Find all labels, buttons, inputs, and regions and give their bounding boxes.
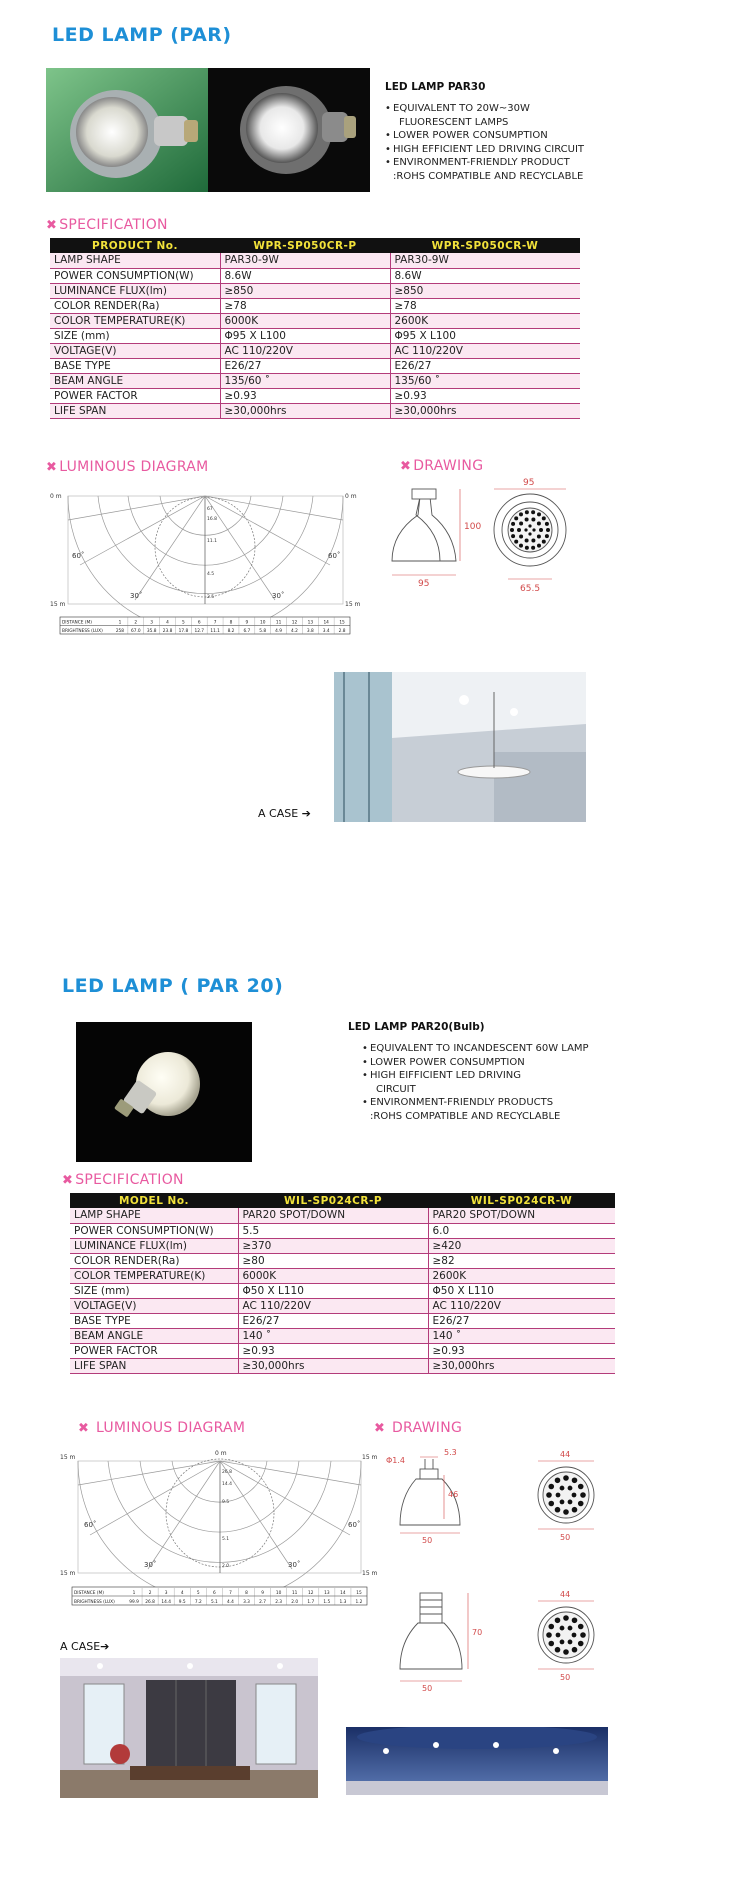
spec-label: BASE TYPE [70, 1313, 238, 1328]
spec-value: ≥0.93 [390, 388, 580, 403]
spec-value: ≥0.93 [238, 1343, 428, 1358]
brightness-value: 3.3 [243, 1600, 250, 1605]
cross-icon: ✖ [62, 1173, 74, 1188]
case-label-par30: A CASE ➔ [258, 807, 311, 820]
spec-value: ≥78 [220, 298, 390, 313]
spec-header: MODEL No. [70, 1193, 238, 1208]
diagram-label: 15 m [60, 1454, 76, 1461]
brightness-value: 6.7 [243, 629, 251, 634]
feature-item: • LOWER POWER CONSUMPTION [385, 129, 685, 143]
spec-value: Φ95 X L100 [220, 328, 390, 343]
distance-value: 9 [245, 620, 249, 626]
spec-value: ≥30,000hrs [428, 1358, 615, 1373]
distance-value: 3 [164, 1591, 168, 1596]
spec-row [70, 1283, 615, 1298]
spec-value: 140 ˚ [428, 1328, 615, 1343]
feature-item: • EQUIVALENT TO INCANDESCENT 60W LAMP [362, 1042, 682, 1056]
arrow-right-icon: ➔ [301, 807, 311, 820]
distance-value: 8 [229, 620, 233, 626]
spec-label: POWER FACTOR [70, 1343, 238, 1358]
spec-label: LIFE SPAN [70, 1358, 238, 1373]
spec-header: WIL-SP024CR-P [238, 1193, 428, 1208]
spec-value: ≥0.93 [220, 388, 390, 403]
spec-heading-par: ✖ SPECIFICATION [46, 217, 168, 233]
distance-value: 14 [323, 620, 329, 626]
brightness-value: 4.9 [275, 629, 283, 634]
feature-item: • LOWER POWER CONSUMPTION [362, 1056, 682, 1070]
spec-value: E26/27 [220, 358, 390, 373]
spec-value: ≥30,000hrs [238, 1358, 428, 1373]
spec-label: BEAM ANGLE [50, 373, 220, 388]
cross-icon: ✖ [78, 1421, 90, 1436]
diagram-label: 0 m [215, 1450, 227, 1457]
spec-value: ≥370 [238, 1238, 428, 1253]
spec-value: E26/27 [238, 1313, 428, 1328]
spec-value: 6000K [220, 313, 390, 328]
cross-icon: ✖ [46, 218, 58, 233]
center-value: 11.1 [207, 539, 218, 544]
spec-value: PAR30-9W [390, 253, 580, 268]
distance-value: 15 [339, 620, 345, 626]
diagram-label: 15 m [345, 601, 360, 608]
brightness-value: 1.3 [339, 1600, 347, 1605]
distance-value: 6 [197, 620, 201, 626]
spec-label: BASE TYPE [50, 358, 220, 373]
brightness-value: 258 [115, 629, 125, 634]
spec-value: PAR20 SPOT/DOWN [238, 1208, 428, 1223]
drawing-par30 [380, 475, 580, 595]
brightness-value: 67.0 [131, 629, 141, 634]
spec-value: 6000K [238, 1268, 428, 1283]
feature-list-par20 [362, 1042, 682, 1123]
distance-value: 11 [275, 620, 282, 626]
angle-label: 30˚ [144, 1561, 157, 1569]
distance-value: 12 [291, 620, 298, 626]
spec-label: POWER CONSUMPTION(W) [70, 1223, 238, 1238]
distance-value: 10 [259, 620, 266, 626]
center-value: 16.8 [207, 517, 218, 522]
distance-value: 12 [308, 1591, 314, 1596]
angle-label: 60˚ [84, 1521, 97, 1529]
brightness-value: 2.8 [338, 629, 346, 634]
center-value: 67 [207, 507, 213, 512]
diagram-label: 0 m [345, 493, 357, 500]
product-name-par20: LED LAMP PAR20(Bulb) [348, 1021, 485, 1033]
brightness-value: 2.7 [259, 1600, 266, 1605]
feature-item: • EQUIVALENT TO 20W~30W FLUORESCENT LAMPS [385, 102, 685, 129]
distance-value: 5 [182, 620, 185, 626]
spec-label: LUMINANCE FLUX(lm) [70, 1238, 238, 1253]
luminous-heading-par20: ✖ LUMINOUS DIAGRAM [78, 1420, 246, 1436]
spec-row [50, 253, 580, 268]
distance-value: 10 [275, 1591, 282, 1596]
spec-row [70, 1298, 615, 1313]
angle-label: 60˚ [348, 1521, 361, 1529]
spec-row [70, 1328, 615, 1343]
spec-row [70, 1358, 615, 1373]
spec-value: AC 110/220V [428, 1298, 615, 1313]
angle-label: 30˚ [288, 1561, 301, 1569]
spec-row [50, 343, 580, 358]
distance-value: 1 [132, 1591, 136, 1596]
center-value: 2.5 [207, 595, 215, 600]
spec-label: POWER FACTOR [50, 388, 220, 403]
brightness-value: 3.8 [306, 629, 314, 634]
spec-header: WPR-SP050CR-P [220, 238, 390, 253]
spec-value: 2600K [390, 313, 580, 328]
spec-row [50, 298, 580, 313]
drawing-par20 [380, 1445, 620, 1705]
spec-value: 5.5 [238, 1223, 428, 1238]
spec-value: Φ95 X L100 [390, 328, 580, 343]
spec-label: LIFE SPAN [50, 403, 220, 418]
brightness-value: 7.2 [194, 1600, 202, 1605]
distance-value: 9 [261, 1591, 264, 1596]
arrow-right-icon: ➔ [100, 1640, 110, 1653]
spec-value: ≥80 [238, 1253, 428, 1268]
angle-label: 30˚ [272, 592, 285, 600]
center-value: 26.8 [222, 1470, 233, 1475]
cross-icon: ✖ [400, 459, 412, 474]
spec-row [50, 268, 580, 283]
brightness-label: BRIGHTNESS (LUX) [62, 629, 103, 634]
spec-value: 140 ˚ [238, 1328, 428, 1343]
dim-front-bottom: 50 [560, 1533, 571, 1542]
brightness-value: 5.1 [210, 1600, 218, 1605]
spec-value: Φ50 X L110 [238, 1283, 428, 1298]
spec-label: VOLTAGE(V) [50, 343, 220, 358]
brightness-value: 4.4 [227, 1600, 234, 1605]
center-value: 14.4 [222, 1482, 233, 1487]
product-photo-par20 [76, 1022, 252, 1162]
spec-value: PAR30-9W [220, 253, 390, 268]
drawing-heading-par20: ✖ DRAWING [374, 1420, 463, 1436]
dim-top-diameter: 95 [523, 478, 535, 488]
luminous-heading-par: ✖ LUMINOUS DIAGRAM [46, 459, 209, 475]
product-name-par30: LED LAMP PAR30 [385, 81, 486, 93]
center-value: 9.5 [222, 1500, 230, 1505]
spec-table-par20 [70, 1193, 615, 1374]
spec-row [70, 1343, 615, 1358]
dim-top: 5.3 [444, 1448, 457, 1457]
spec-row [50, 313, 580, 328]
distance-value: 5 [196, 1591, 200, 1596]
drawing-heading-par: ✖ DRAWING [400, 458, 484, 474]
spec-value: Φ50 X L110 [428, 1283, 615, 1298]
brightness-value: 9.5 [178, 1600, 186, 1605]
spec-value: 8.6W [220, 268, 390, 283]
spec-value: PAR20 SPOT/DOWN [428, 1208, 615, 1223]
brightness-value: 12.7 [194, 629, 205, 634]
spec-value: ≥30,000hrs [390, 403, 580, 418]
section-title-par20: LED LAMP ( PAR 20) [62, 975, 284, 997]
angle-label: 60˚ [72, 552, 85, 560]
spec-row [50, 358, 580, 373]
spec-label: LUMINANCE FLUX(lm) [50, 283, 220, 298]
distance-value: 8 [245, 1591, 248, 1596]
spec-label: POWER CONSUMPTION(W) [50, 268, 220, 283]
diagram-label: 15 m [50, 601, 66, 608]
feature-list-par30 [385, 102, 685, 183]
spec-value: AC 110/220V [390, 343, 580, 358]
spec-heading-par20: ✖ SPECIFICATION [62, 1172, 184, 1188]
spec-value: ≥0.93 [428, 1343, 615, 1358]
case-photo-par20-room [60, 1658, 318, 1798]
section-title-par: LED LAMP (PAR) [52, 24, 232, 46]
brightness-value: 8.2 [227, 629, 235, 634]
luminous-diagram-par20 [60, 1445, 380, 1607]
angle-label: 60˚ [328, 552, 341, 560]
brightness-value: 1.2 [355, 1600, 363, 1605]
brightness-value: 1.7 [307, 1600, 315, 1605]
dim-width-small: 50 [422, 1536, 433, 1545]
distance-value: 3 [150, 620, 154, 626]
spec-row [50, 373, 580, 388]
spec-row [50, 403, 580, 418]
brightness-value: 3.4 [322, 629, 330, 634]
spec-label: COLOR RENDER(Ra) [70, 1253, 238, 1268]
brightness-value: 2.3 [275, 1600, 283, 1605]
spec-label: SIZE (mm) [70, 1283, 238, 1298]
feature-item: • HIGH EIFFICIENT LED DRIVING CIRCUIT [362, 1069, 682, 1096]
brightness-value: 99.9 [129, 1600, 139, 1605]
spec-header: WIL-SP024CR-W [428, 1193, 615, 1208]
spec-label: SIZE (mm) [50, 328, 220, 343]
feature-item: • ENVIRONMENT-FRIENDLY PRODUCT :ROHS COMPATIBLE AND RECYCLABLE [385, 156, 685, 183]
spec-value: ≥420 [428, 1238, 615, 1253]
diagram-label: 15 m [362, 1570, 378, 1577]
brightness-value: 14.4 [161, 1600, 171, 1605]
distance-value: 6 [212, 1591, 216, 1596]
spec-label: COLOR TEMPERATURE(K) [50, 313, 220, 328]
distance-value: 13 [307, 620, 314, 626]
spec-label: LAMP SHAPE [70, 1208, 238, 1223]
spec-value: ≥82 [428, 1253, 615, 1268]
spec-row [70, 1313, 615, 1328]
distance-value: 13 [324, 1591, 330, 1596]
case-label-par20: A CASE➔ [60, 1640, 110, 1653]
spec-row [70, 1223, 615, 1238]
distance-value: 11 [291, 1591, 298, 1596]
distance-value: 15 [356, 1591, 362, 1596]
brightness-value: 35.8 [146, 629, 157, 634]
spec-value: ≥78 [390, 298, 580, 313]
spec-row [70, 1208, 615, 1223]
dim-width: 95 [418, 579, 430, 589]
brightness-value: 1.5 [323, 1600, 331, 1605]
spec-header: WPR-SP050CR-W [390, 238, 580, 253]
spec-row [70, 1268, 615, 1283]
spec-label: VOLTAGE(V) [70, 1298, 238, 1313]
diagram-label: 0 m [50, 493, 62, 500]
dim-height-big: 70 [472, 1628, 483, 1637]
distance-value: 7 [213, 620, 217, 626]
distance-label: DISTANCE (M) [62, 620, 92, 626]
luminous-diagram-par30 [50, 480, 360, 635]
distance-value: 2 [148, 1591, 152, 1596]
spec-value: E26/27 [390, 358, 580, 373]
dim-height: 100 [464, 522, 482, 532]
spec-value: E26/27 [428, 1313, 615, 1328]
dim-front2-top: 44 [560, 1590, 571, 1599]
spec-value: AC 110/220V [238, 1298, 428, 1313]
brightness-label: BRIGHTNESS (LUX) [74, 1600, 115, 1605]
spec-label: LAMP SHAPE [50, 253, 220, 268]
brightness-value: 2.0 [291, 1600, 299, 1605]
spec-value: 2600K [428, 1268, 615, 1283]
spec-row [50, 283, 580, 298]
brightness-value: 11.1 [210, 629, 220, 634]
spec-value: 8.6W [390, 268, 580, 283]
dim-pin: Φ1.4 [386, 1456, 406, 1465]
spec-value: AC 110/220V [220, 343, 390, 358]
center-value: 2.0 [222, 1564, 230, 1569]
distance-value: 1 [118, 620, 122, 626]
feature-item: • HIGH EFFICIENT LED DRIVING CIRCUIT [385, 143, 685, 157]
brightness-value: 26.8 [145, 1600, 155, 1605]
dim-front-top: 44 [560, 1450, 571, 1459]
center-value: 5.1 [222, 1537, 230, 1542]
case-photo-par30 [334, 672, 586, 822]
cross-icon: ✖ [46, 460, 58, 475]
spec-value: ≥850 [220, 283, 390, 298]
dim-front2-bottom: 50 [560, 1673, 571, 1682]
spec-header: PRODUCT No. [50, 238, 220, 253]
center-value: 4.5 [207, 572, 215, 577]
spec-row [50, 388, 580, 403]
distance-value: 2 [134, 620, 138, 626]
spec-value: ≥850 [390, 283, 580, 298]
product-photo-par30 [46, 68, 370, 192]
diagram-label: 15 m [362, 1454, 378, 1461]
spec-label: BEAM ANGLE [70, 1328, 238, 1343]
cross-icon: ✖ [374, 1421, 386, 1436]
dim-bottom-diameter: 65.5 [520, 584, 541, 594]
spec-label: COLOR TEMPERATURE(K) [70, 1268, 238, 1283]
distance-value: 14 [340, 1591, 346, 1596]
dim-width-big: 50 [422, 1684, 433, 1693]
distance-value: 4 [166, 620, 169, 626]
diagram-label: 15 m [60, 1570, 76, 1577]
brightness-value: 4.2 [291, 629, 298, 634]
dim-height-small: 46 [448, 1490, 459, 1499]
spec-value: ≥30,000hrs [220, 403, 390, 418]
spec-table-par30 [50, 238, 580, 419]
distance-value: 4 [180, 1591, 184, 1596]
angle-label: 30˚ [130, 592, 143, 600]
distance-label: DISTANCE (M) [74, 1591, 104, 1596]
spec-row [70, 1238, 615, 1253]
case-photo-par20-ceiling [346, 1727, 608, 1795]
spec-value: 135/60 ˚ [390, 373, 580, 388]
spec-label: COLOR RENDER(Ra) [50, 298, 220, 313]
spec-row [50, 328, 580, 343]
spec-value: 6.0 [428, 1223, 615, 1238]
brightness-value: 17.8 [178, 629, 189, 634]
spec-row [70, 1253, 615, 1268]
spec-value: 135/60 ˚ [220, 373, 390, 388]
feature-item: • ENVIRONMENT-FRIENDLY PRODUCTS :ROHS COMPATIBLE AND RECYCLABLE [362, 1096, 682, 1123]
brightness-value: 5.8 [259, 629, 267, 634]
distance-value: 7 [229, 1591, 232, 1596]
brightness-value: 23.8 [162, 629, 173, 634]
